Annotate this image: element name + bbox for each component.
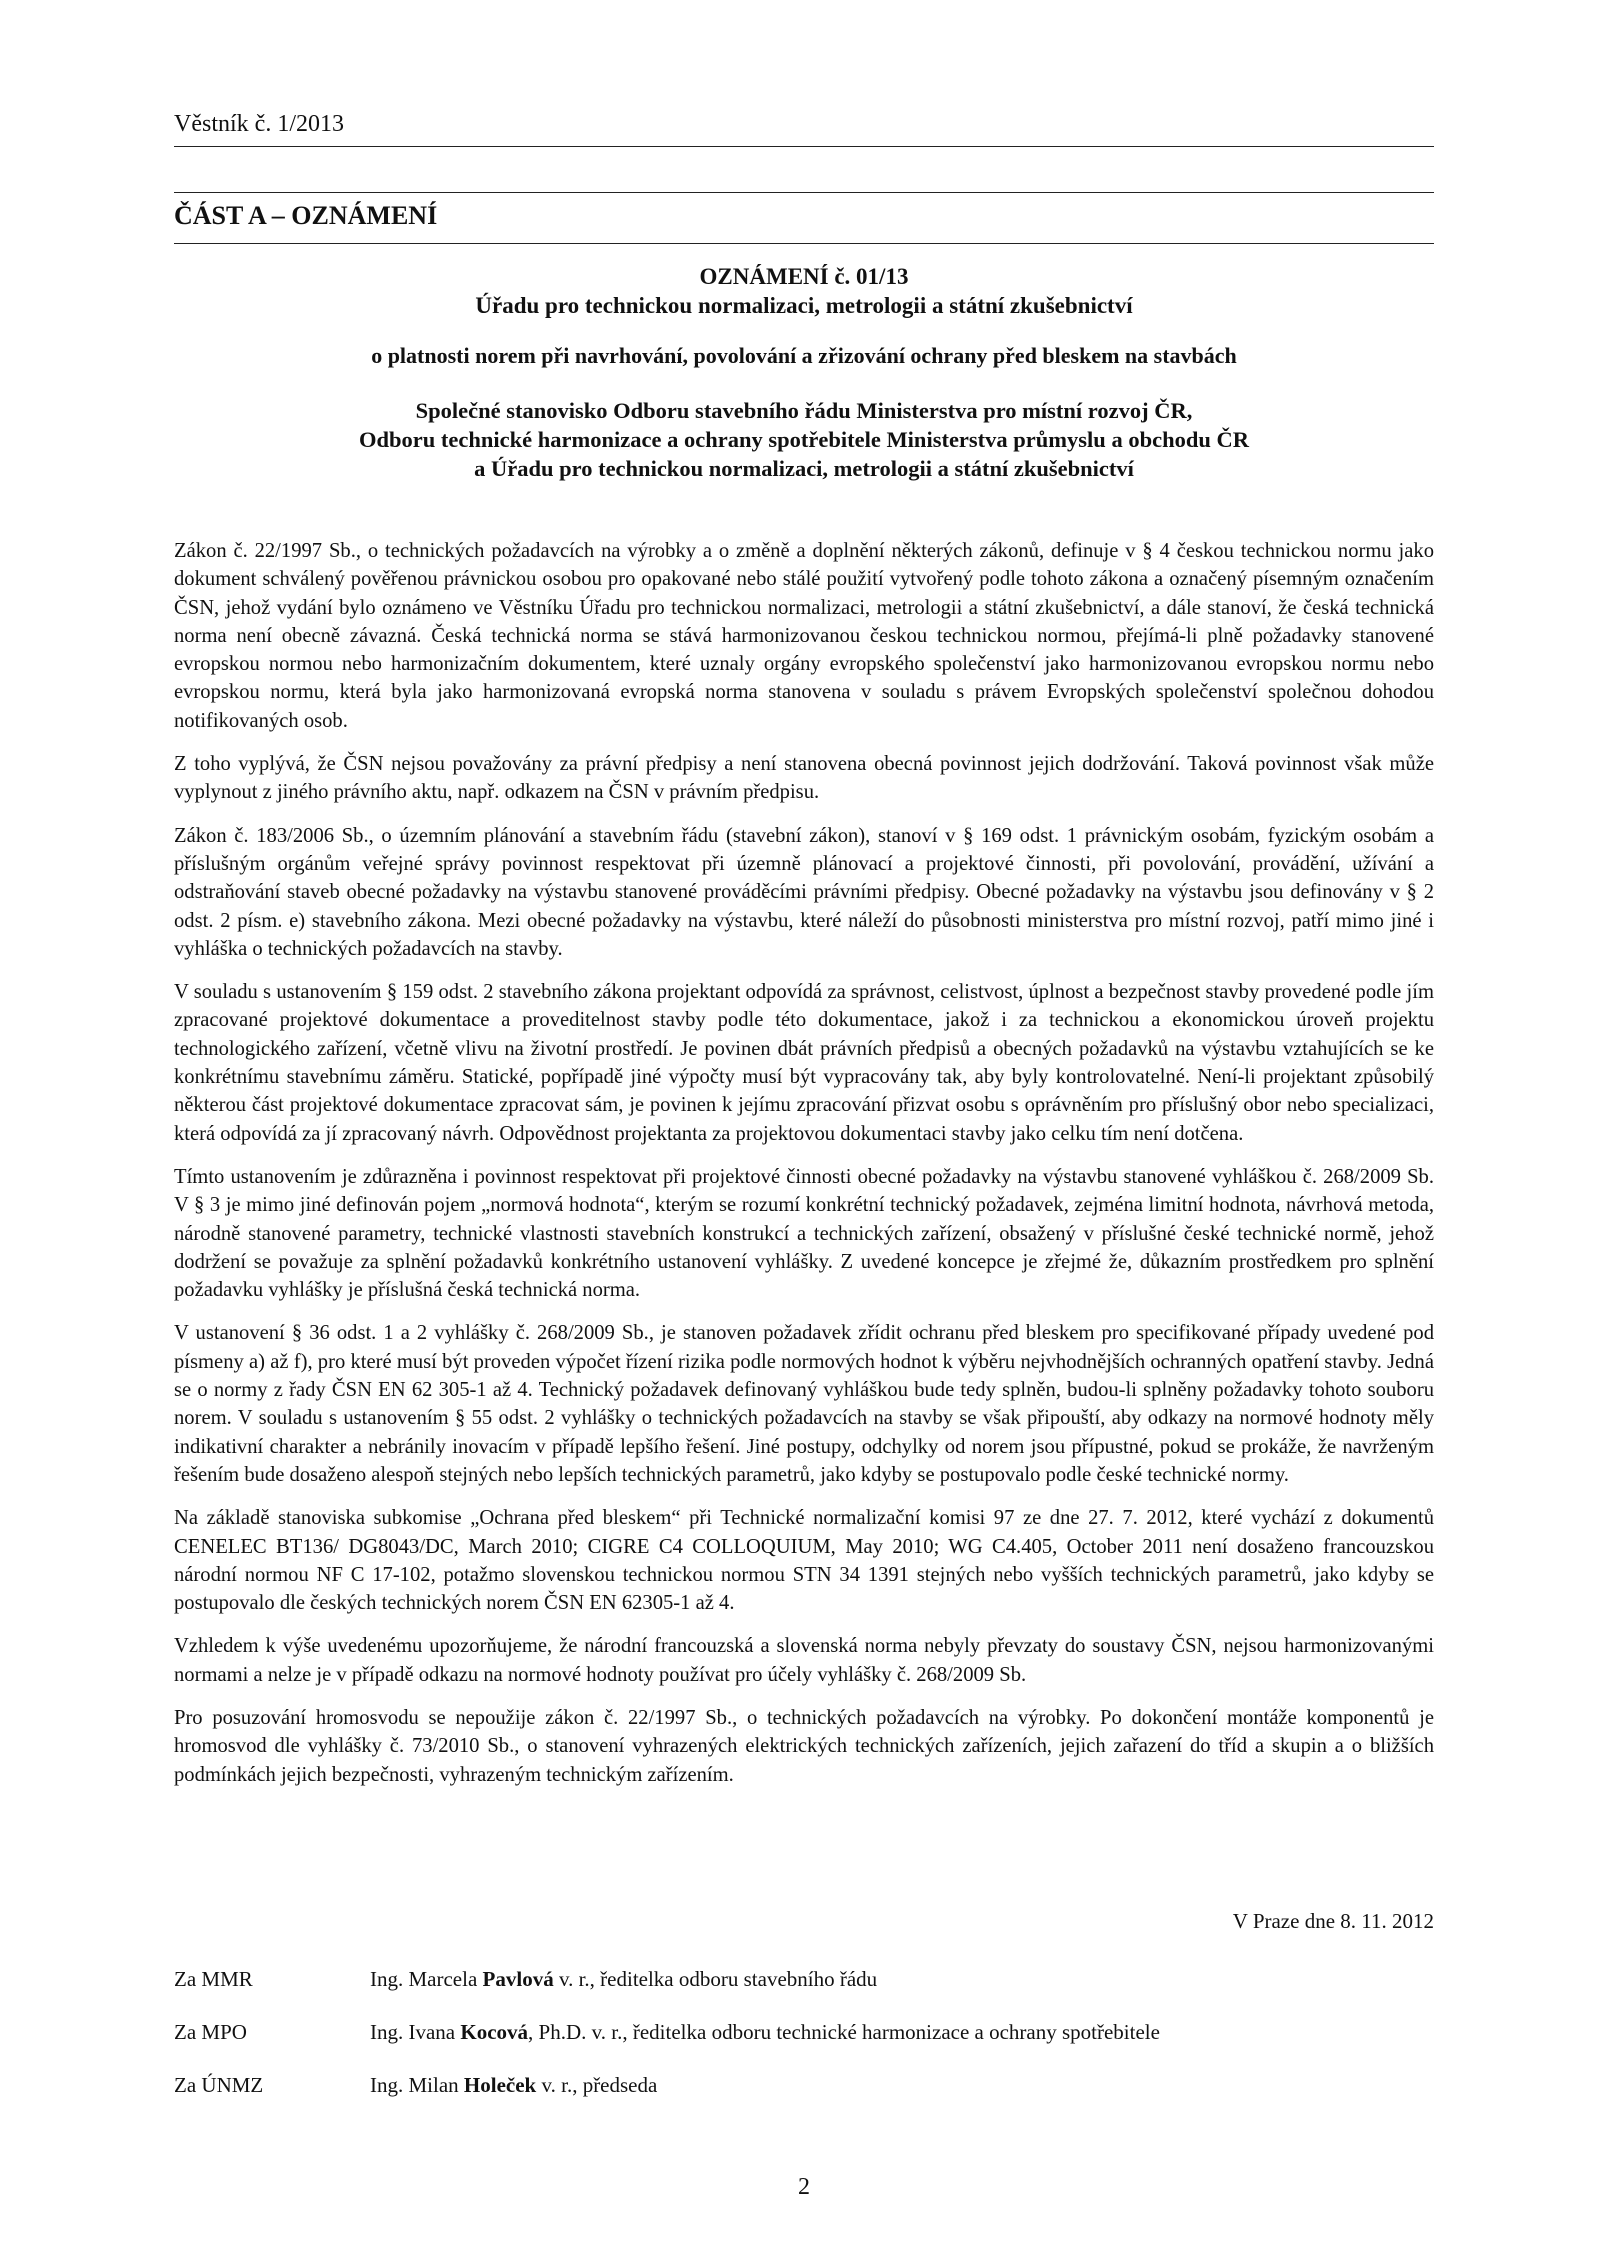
- joint-statement: [174, 396, 1434, 483]
- document-page: [174, 0, 1434, 2263]
- place-and-date: V Praze dne 8. 11. 2012: [1232, 1909, 1434, 1933]
- signatory-name: Ing. Milan Holeček v. r., předseda: [370, 2073, 658, 2097]
- notice-heading: [174, 262, 1434, 483]
- body-paragraph: V ustanovení § 36 odst. 1 a 2 vyhlášky č. 268/2009 Sb., je stanoven požadavek zřídit ochranu před bleskem pro specifikované případy uvedené pod písmeny a) až f), pro které musí být proveden výpočet řízení rizika podle normových hodnot k výběru nejvhodnějších ochranných opatření stavby. Jedná se o normy z řady ČSN EN 62 305-1 až 4. Technický požadavek definovaný vyhláškou bude tedy splněn, budou-li splněny požadavky tohoto souboru norem. V souladu s ustanovením § 55 odst. 2 vyhlášky o technických požadavcích na stavby se však připouští, aby odkazy na normové hodnoty měly indikativní charakter a nebránily inovacím v případě lepšího řešení. Jiné postupy, odchylky od norem jsou přípustné, pokud se prokáže, že navrženým řešením bude dosaženo alespoň stejných nebo lepších technických parametrů, jako kdyby se postupovalo podle české technické normy.: [174, 1322, 1434, 1486]
- signatory-surname: Holeček: [463, 2073, 537, 2097]
- body-paragraph: Na základě stanoviska subkomise „Ochrana před bleskem“ při Technické normalizační komisi 97 ze dne 27. 7. 2012, které vychází z dokumentů CENELEC BT136/ DG8043/DC, March 2010; CIGRE C4 COLLOQUIUM, May 2010; WG C4.405, October 2011 není dosaženo francouzskou národní normou NF C 17-102, potažmo slovenskou technickou normou STN 34 1391 stejných nebo vyšších technických parametrů, jako kdyby se postupovalo dle českých technických norem ČSN EN 62305-1 až 4.: [174, 1507, 1434, 1615]
- section-title: ČÁST A – OZNÁMENÍ: [174, 192, 1434, 244]
- page-number: 2: [798, 2174, 810, 2200]
- running-header: [174, 110, 1434, 147]
- signatory-name: Ing. Ivana Kocová, Ph.D. v. r., ředitelka odboru technické harmonizace a ochrany spotřebitele: [370, 2020, 1160, 2044]
- joint-statement-line: Společné stanovisko Odboru stavebního řádu Ministerstva pro místní rozvoj ČR,: [415, 398, 1193, 423]
- signatory-label: Za MMR: [174, 1967, 253, 1991]
- body-paragraph: Tímto ustanovením je zdůrazněna i povinnost respektovat při projektové činnosti obecné požadavky na výstavbu stanovené vyhláškou č. 268/2009 Sb. V § 3 je mimo jiné definován pojem „normová hodnota“, kterým se rozumí konkrétní technický požadavek, zejména limitní hodnota, návrhová metoda, národně stanovené parametry, technické vlastnosti stavebních konstrukcí a technických zařízení, obsažený v příslušné české technické normě, jehož dodržení se považuje za splnění požadavků konkrétního ustanovení vyhlášky. Z uvedené koncepce je zřejmé že, důkazním prostředkem pro splnění požadavku vyhlášky je příslušná česká technická norma.: [174, 1165, 1434, 1302]
- body-paragraph: Vzhledem k výše uvedenému upozorňujeme, že národní francouzská a slovenská norma nebyly převzaty do soustavy ČSN, nejsou harmonizovanými normami a nelze je v případě odkazu na normové hodnoty používat pro účely vyhlášky č. 268/2009 Sb.: [174, 1635, 1434, 1686]
- joint-statement-line: Odboru technické harmonizace a ochrany spotřebitele Ministerstva průmyslu a obchodu ČR: [359, 427, 1249, 452]
- joint-statement-line: a Úřadu pro technickou normalizaci, metrologii a státní zkušebnictví: [474, 456, 1134, 481]
- body-paragraph: V souladu s ustanovením § 159 odst. 2 stavebního zákona projektant odpovídá za správnost, celistvost, úplnost a bezpečnost stavby provedené podle jím zpracované projektové dokumentace a proveditelnost stavby podle této dokumentace, jakož i za technickou a ekonomickou úroveň projektu technologického zařízení, včetně vlivu na životní prostředí. Je povinen dbát právních předpisů a obecných požadavků na výstavbu vztahujících se ke konkrétnímu stavebnímu záměru. Statické, popřípadě jiné výpočty musí být vypracovány tak, aby byly kontrolovatelné. Není-li projektant způsobilý některou část projektové dokumentace zpracovat sám, je povinen k jejímu zpracování přizvat osobu s oprávněním pro příslušný obor nebo specializaci, která odpovídá za jí zpracovaný návrh. Odpovědnost projektanta za projektovou dokumentaci stavby jako celku tím není dotčena.: [174, 981, 1434, 1145]
- notice-issuer: Úřadu pro technickou normalizaci, metrologii a státní zkušebnictví: [475, 293, 1133, 318]
- notice-number: OZNÁMENÍ č. 01/13: [699, 264, 909, 289]
- journal-title: Věstník č. 1/2013: [174, 111, 344, 137]
- signatory-surname: Kocová: [460, 2020, 529, 2044]
- signatory-surname: Pavlová: [482, 1967, 554, 1991]
- body-paragraph: Pro posuzování hromosvodu se nepoužije zákon č. 22/1997 Sb., o technických požadavcích na výrobky. Po dokončení montáže komponentů je hromosvod dle vyhlášky č. 73/2010 Sb., o stanovení vyhrazených elektrických technických zařízeních, jejich zařazení do tříd a skupin a o bližších podmínkách jejich bezpečnosti, vyhrazeným technickým zařízením.: [174, 1706, 1434, 1786]
- signatory-label: Za ÚNMZ: [174, 2073, 264, 2097]
- body-paragraph: Zákon č. 22/1997 Sb., o technických požadavcích na výrobky a o změně a doplnění některých zákonů, definuje v § 4 českou technickou normu jako dokument schválený pověřenou právnickou osobou pro opakované nebo stálé použití vytvořený podle tohoto zákona a označený písemným označením ČSN, jehož vydání bylo oznámeno ve Věstníku Úřadu pro technickou normalizaci, metrologii a státní zkušebnictví, a dále stanoví, že česká technická norma není obecně závazná. Česká technická norma se stává harmonizovanou českou technickou normou, přejímá-li plně požadavky stanovené evropskou normou nebo harmonizačním dokumentem, které uznaly orgány evropského společenství jako harmonizovanou evropskou normu nebo evropskou normu, která byla jako harmonizovaná evropská norma stanovena v souladu s právem Evropských společenství společnou dohodou notifikovaných osob.: [174, 540, 1434, 732]
- notice-subject: o platnosti norem při navrhování, povolování a zřizování ochrany před bleskem na stavbách: [371, 343, 1237, 368]
- body-paragraph: Zákon č. 183/2006 Sb., o územním plánování a stavebním řádu (stavební zákon), stanoví v § 169 odst. 1 právnickým osobám, fyzickým osobám a příslušným orgánům veřejné správy povinnost respektovat při územně plánovací a projektové činnosti, při povolování, provádění, užívání a odstraňování staveb obecné požadavky na výstavbu stanovené prováděcími právními předpisy. Obecné požadavky na výstavbu jsou definovány v § 2 odst. 2 písm. e) stavebního zákona. Mezi obecné požadavky na výstavbu, které náleží do působnosti ministerstva pro místní rozvoj, patří mimo jiné i vyhláška o technických požadavcích na stavby.: [174, 824, 1434, 960]
- signatory-name: Ing. Marcela Pavlová v. r., ředitelka odboru stavebního řádu: [370, 1967, 878, 1991]
- signatory-label: Za MPO: [174, 2020, 247, 2044]
- notice-body: [174, 537, 1434, 1804]
- body-paragraph: Z toho vyplývá, že ČSN nejsou považovány za právní předpisy a není stanovena obecná povinnost jejich dodržování. Taková povinnost však může vyplynout z jiného právního aktu, např. odkazem na ČSN v právním předpisu.: [174, 753, 1434, 804]
